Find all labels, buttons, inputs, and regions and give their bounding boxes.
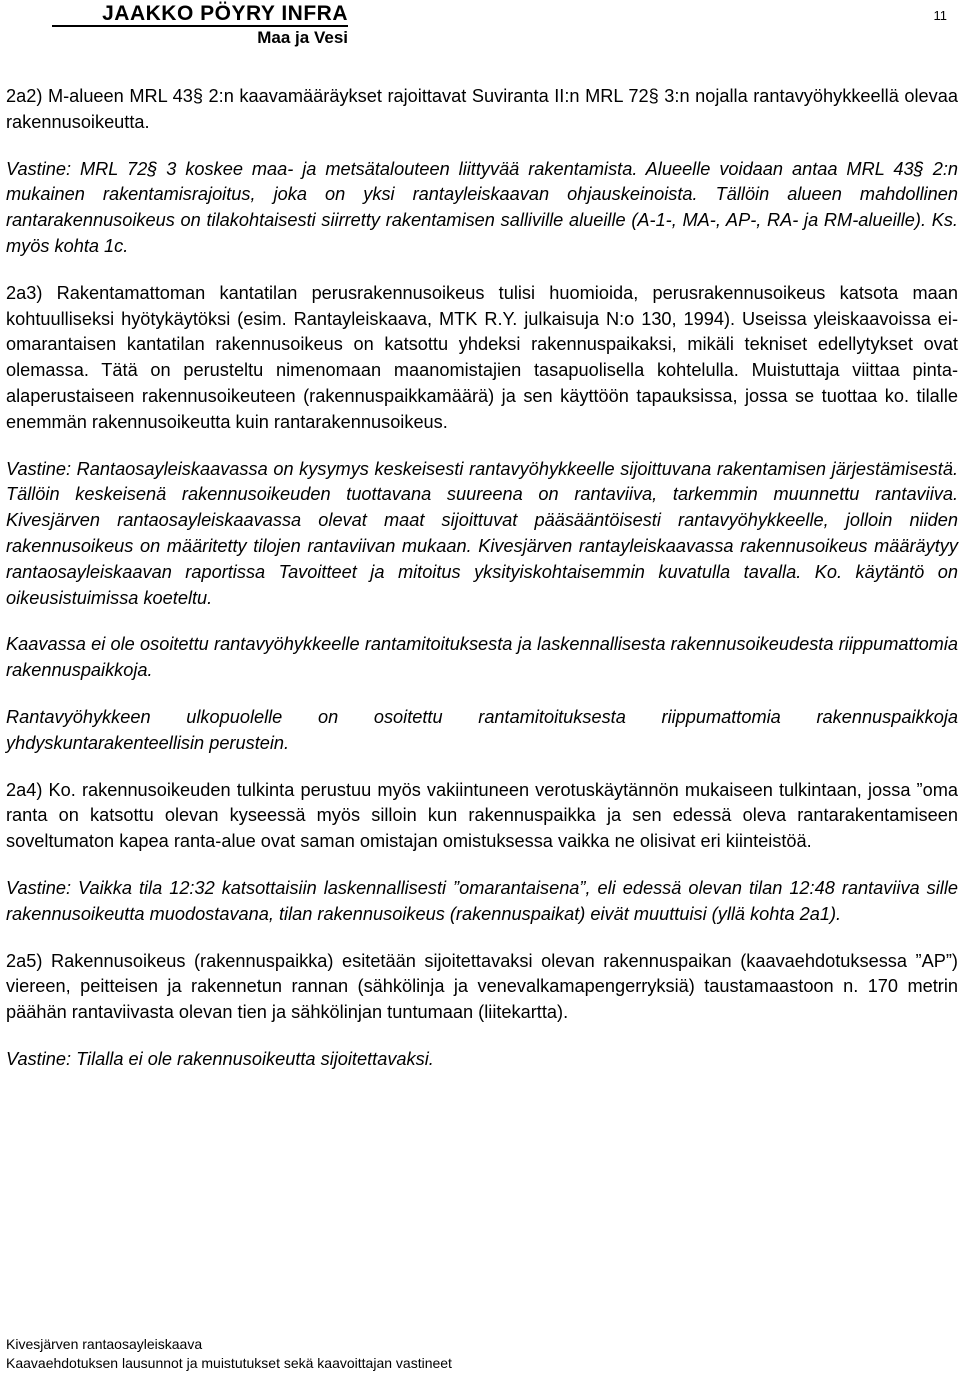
footer-document-title: Kivesjärven rantaosayleiskaava [6, 1336, 203, 1352]
vastine-text: Vastine: MRL 72§ 3 koskee maa- ja metsätalouteen liittyvää rakentamista. Alueelle voidaan antaa MRL 43§ 2:n mukainen rakentamisrajoitus, joka on yksi rantayleiskaavan ohjauskeinoista. Tällöin alueen mahdollinen rantarakennusoikeus on tilakohtaisesti siirretty rakentamisen salliville alueille (A-1-, MA-, AP-, RA- ja RM-alueille). Ks. myös kohta 1c. [6, 158, 958, 256]
paragraph-2a2: 2a2) M-alueen MRL 43§ 2:n kaavamääräykset rajoittavat Suviranta II:n MRL 72§ 3:n nojalla rantavyöhykkeellä olevaa rakennusoikeutta. [6, 86, 958, 132]
logo-subtitle: Maa ja Vesi [257, 28, 348, 47]
paragraph-vastine-2a5: Vastine: Tilalla ei ole rakennusoikeutta sijoitettavaksi. [6, 1048, 434, 1069]
company-logo [52, 3, 348, 48]
logo-title: JAAKKO PÖYRY INFRA [102, 2, 348, 25]
document-body [6, 84, 958, 1073]
paragraph-rantavyohykkeen: Rantavyöhykkeen ulkopuolelle on osoitettu rantamitoituksesta riippumattomia rakennuspaikkoja yhdyskuntarakenteellisin perustein. [6, 706, 958, 753]
paragraph-2a5: 2a5) Rakennusoikeus (rakennuspaikka) esitetään sijoitettavaksi olevan rakennuspaikan (kaavaehdotuksessa ”AP”) viereen, peitteisen ja rakennetun rannan (sähkölinja ja venevalkamapengerryksiä) taustamaastoon n. 170 metrin päähän rantaviivasta olevan tien ja sähkölinjan tuntumaan (liitekartta). [6, 950, 958, 1023]
paragraph-vastine-2a2 [6, 157, 958, 260]
paragraph-vastine-2a4: Vastine: Vaikka tila 12:32 katsottaisiin laskennallisesti ”omarantaisena”, eli edessä olevan tilan 12:48 rantaviiva sille rakennusoikeutta muodostavana, tilan rakennusoikeus (rakennuspaikat) eivät muuttuisi (yllä kohta 2a1). [6, 877, 958, 924]
page-footer [6, 1335, 452, 1373]
footer-document-subtitle: Kaavaehdotuksen lausunnot ja muistutukset sekä kaavoittajan vastineet [6, 1355, 452, 1371]
page-number: 11 [933, 8, 947, 23]
logo-underline [52, 25, 348, 27]
paragraph-vastine-2a3: Vastine: Rantaosayleiskaavassa on kysymys keskeisesti rantavyöhykkeelle sijoittuvana rakentamisen järjestämisestä. Tällöin keskeisenä rakennusoikeuden tuottavana suureena on rantaviiva, tarkemmin muunnettu rantaviiva. Kivesjärven rantaosayleiskaavassa olevat maat sijoittuvat pääsääntöisesti rantavyöhykkeelle, jolloin niiden rakennusoikeus on määritetty tilojen rantaviivan mukaan. Kivesjärven rantayleiskaavassa rakennusoikeus määräytyy rantaosayleiskaavan raportissa Tavoitteet ja mitoitus yksityiskohtaisemmin kuvatulla tavalla. Ko. käytäntö on oikeusistuimissa koeteltu. [6, 458, 958, 608]
paragraph-kaavassa: Kaavassa ei ole osoitettu rantavyöhykkeelle rantamitoituksesta ja laskennallisesta rakennusoikeudesta riippumattomia rakennuspaikkoja. [6, 634, 958, 681]
paragraph-2a3: 2a3) Rakentamattoman kantatilan perusrakennusoikeus tulisi huomioida, perusrakennusoikeus katsota maan kohtuulliseksi hyötykäytöksi (esim. Rantayleiskaava, MTK R.Y. julkaisuja N:o 130, 1994). Useissa yleiskaavoissa ei-omarantaisen kantatilan rakennusoikeus on katsottu yhdeksi rakennuspaikaksi, mikäli tekniset edellytykset ovat olemassa. Tätä on perusteltu nimenomaan maanomistajien tasapuolisella kohtelulla. Muistuttaja viittaa pinta-alaperustaiseen rakennusoikeuteen (rakennuspaikkamäärä) ja sen käyttöön tapauksissa, jossa se tuottaa ko. tilalle enemmän rakennusoikeutta kuin rantarakennusoikeus. [6, 282, 958, 432]
paragraph-2a4: 2a4) Ko. rakennusoikeuden tulkinta perustuu myös vakiintuneen verotuskäytännön mukaiseen tulkintaan, jossa ”oma ranta on katsottu olevan kyseessä myös silloin kun rakennuspaikka ja sen edessä oleva rantarakentamiseen soveltumaton kapea ranta-alue ovat saman omistajan omistuksessa vaikka ne olisivat eri kiinteistöä. [6, 779, 958, 852]
page-header [0, 0, 960, 52]
